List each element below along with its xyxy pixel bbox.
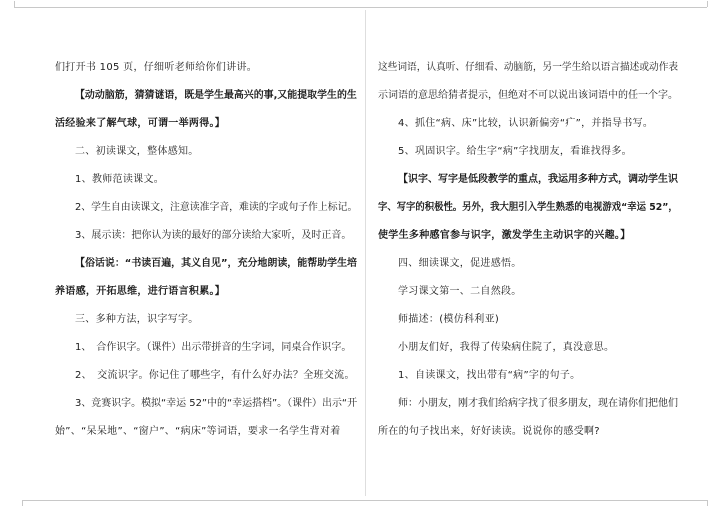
- section-heading: 二、初读课文，整体感知。: [75, 146, 199, 157]
- paragraph-line: 所在的句子找出来，好好读读。说说你的感受啊?: [378, 426, 600, 437]
- paragraph-line: 3、展示读：把你认为读的最好的部分读给大家听，及时正音。: [75, 230, 352, 241]
- paragraph-line: 示词语的意思给猜者提示，但绝对不可以说出该词语中的任一个字。: [378, 90, 678, 101]
- paragraph-line: 【动动脑筋，猜猜谜语，既是学生最高兴的事,又能提取学生的生: [75, 90, 357, 101]
- corner-mark: [707, 1, 708, 7]
- paragraph-line: 1、自读课文，找出带有“病”字的句子。: [398, 370, 581, 381]
- paragraph-line: 师描述：(模仿科利亚): [398, 314, 500, 325]
- bottom-border: [22, 500, 707, 501]
- corner-mark: [14, 1, 15, 7]
- paragraph-line: 【识字、写字是低段教学的重点，我运用多种方式，调动学生识: [398, 174, 678, 185]
- corner-mark: [22, 500, 23, 506]
- paragraph-line: 1、教师范读课文。: [75, 174, 165, 185]
- paragraph-line: 这些词语，认真听、仔细看、动脑筋，另一学生给以语言描述或动作表: [378, 62, 679, 73]
- paragraph-line: 师：小朋友，刚才我们给病字找了很多朋友，现在请你们把他们: [398, 398, 678, 409]
- paragraph-line: 5、巩固识字。给生字“病”字找朋友，看谁找得多。: [398, 146, 632, 157]
- column-divider: [365, 10, 366, 496]
- paragraph-line: 【俗话说：“书读百遍，其义自见”，充分地朗读，能帮助学生培: [75, 258, 358, 269]
- section-heading: 四、细读课文，促进感悟。: [398, 258, 522, 269]
- paragraph-line: 学习课文第一、二自然段。: [398, 286, 522, 297]
- paragraph-line: 活经验来了解气球，可谓一举两得。】: [55, 118, 226, 129]
- paragraph-line: 字、写字的积极性。另外，我大胆引入学生熟悉的电视游戏“幸运 52”，: [378, 202, 678, 213]
- paragraph-line: 始”、“呆呆地”、“窗户”、“病床”等词语，要求一名学生背对着: [55, 426, 341, 437]
- top-border: [14, 7, 707, 8]
- paragraph-line: 4、抓住“病、床”比较，认识新偏旁“疒”，并指导书写。: [398, 118, 654, 129]
- paragraph-line: 2、学生自由读课文，注意读准字音，难读的字或句子作上标记。: [75, 202, 358, 213]
- paragraph-line: 3、竞赛识字。模拟“幸运 52”中的“幸运搭档”。（课件）出示“开: [75, 398, 358, 409]
- paragraph-line: 养语感，开拓思维，进行语言积累。】: [55, 286, 226, 297]
- section-heading: 三、多种方法，识字写字。: [75, 314, 199, 325]
- paragraph-line: 们打开书 105 页，仔细听老师给你们讲讲。: [55, 62, 258, 73]
- paragraph-line: 使学生多种感官参与识字，激发学生主动识字的兴趣。】: [378, 230, 631, 241]
- paragraph-line: 1、 合作识字。（课件）出示带拼音的生字词，同桌合作识字。: [75, 342, 352, 353]
- paragraph-line: 2、 交流识字。你记住了哪些字，有什么好办法？全班交流。: [75, 370, 355, 381]
- paragraph-line: 小朋友们好，我得了传染病住院了，真没意思。: [398, 342, 615, 353]
- corner-mark: [707, 500, 708, 506]
